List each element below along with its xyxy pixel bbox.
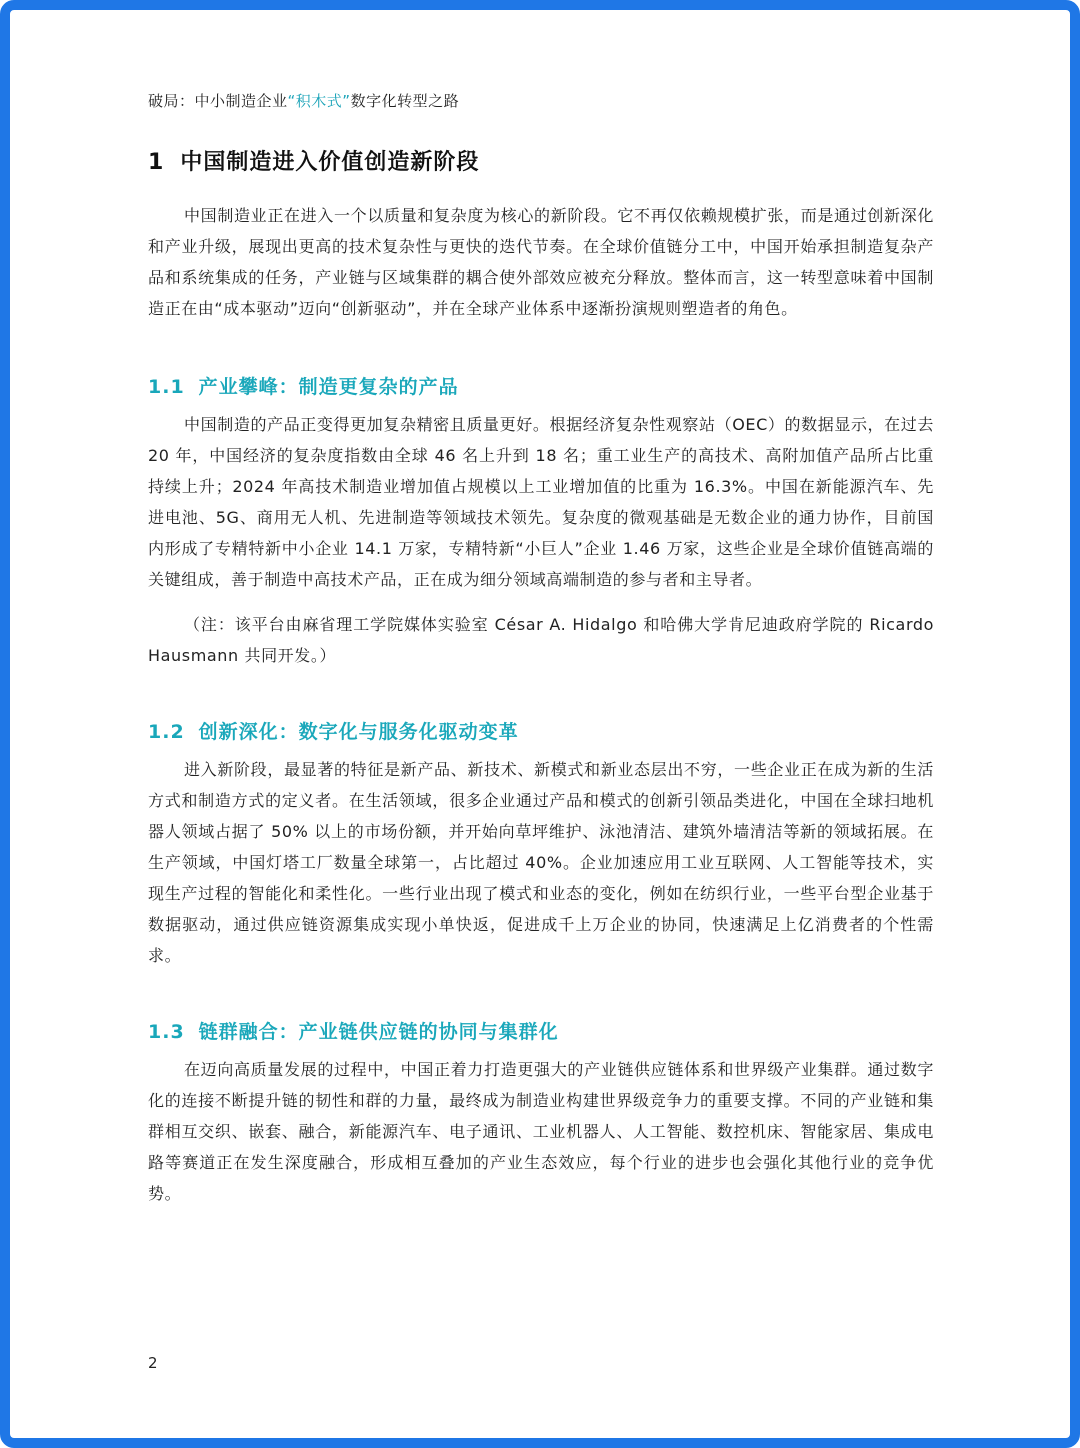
chapter-heading (148, 145, 934, 176)
header-prefix: 破局：中小制造企业 (148, 92, 288, 110)
section-1-1-paragraph: 中国制造的产品正变得更加复杂精密且质量更好。根据经济复杂性观察站（OEC）的数据显示，在过去 20 年，中国经济的复杂度指数由全球 46 名上升到 18 名；重工业生产的高技术、高附加值产品所占比重持续上升；2024 年高技术制造业增加值占规模以上工业增加值的比重为 16.3%。中国在新能源汽车、先进电池、5G、商用无人机、先进制造等领域技术领先。复杂度的微观基础是无数企业的通力协作，目前国内形成了专精特新中小企业 14.1 万家，专精特新“小巨人”企业 1.46 万家，这些企业是全球价值链高端的关键组成，善于制造中高技术产品，正在成为细分领域高端制造的参与者和主导者。 (148, 415, 934, 589)
running-header (148, 90, 459, 111)
section-title: 产业攀峰：制造更复杂的产品 (198, 376, 459, 398)
header-highlight: “积木式” (287, 92, 351, 110)
section-1-1-note: （注：该平台由麻省理工学院媒体实验室 César A. Hidalgo 和哈佛大学肯尼迪政府学院的 Ricardo Hausmann 共同开发。） (148, 615, 934, 665)
section-heading-1-2 (148, 717, 934, 744)
section-title: 创新深化：数字化与服务化驱动变革 (198, 721, 519, 743)
section-1-2-paragraph: 进入新阶段，最显著的特征是新产品、新技术、新模式和新业态层出不穷，一些企业正在成为新的生活方式和制造方式的定义者。在生活领域，很多企业通过产品和模式的创新引领品类进化，中国在全球扫地机器人领域占据了 50% 以上的市场份额，并开始向草坪维护、泳池清洁、建筑外墙清洁等新的领域拓展。在生产领域，中国灯塔工厂数量全球第一，占比超过 40%。企业加速应用工业互联网、人工智能等技术，实现生产过程的智能化和柔性化。一些行业出现了模式和业态的变化，例如在纺织行业，一些平台型企业基于数据驱动，通过供应链资源集成实现小单快返，促进成千上万企业的协同，快速满足上亿消费者的个性需求。 (148, 760, 934, 965)
section-number: 1.2 (148, 721, 185, 743)
section-title: 链群融合：产业链供应链的协同与集群化 (198, 1021, 559, 1043)
section-number: 1.1 (148, 376, 185, 398)
section-number: 1.3 (148, 1021, 185, 1043)
chapter-title: 中国制造进入价值创造新阶段 (180, 150, 480, 175)
page-number: 2 (148, 1354, 158, 1372)
section-heading-1-3 (148, 1017, 934, 1044)
section-heading-1-1 (148, 372, 934, 399)
chapter-intro-paragraph: 中国制造业正在进入一个以质量和复杂度为核心的新阶段。它不再仅依赖规模扩张，而是通过创新深化和产业升级，展现出更高的技术复杂性与更快的迭代节奏。在全球价值链分工中，中国开始承担制造复杂产品和系统集成的任务，产业链与区域集群的耦合使外部效应被充分释放。整体而言，这一转型意味着中国制造正在由“成本驱动”迈向“创新驱动”，并在全球产业体系中逐渐扮演规则塑造者的角色。 (148, 206, 934, 318)
chapter-number: 1 (148, 150, 165, 175)
main-content (148, 145, 934, 1209)
header-suffix: 数字化转型之路 (350, 92, 460, 110)
section-1-3-paragraph: 在迈向高质量发展的过程中，中国正着力打造更强大的产业链供应链体系和世界级产业集群。通过数字化的连接不断提升链的韧性和群的力量，最终成为制造业构建世界级竞争力的重要支撑。不同的产业链和集群相互交织、嵌套、融合，新能源汽车、电子通讯、工业机器人、人工智能、数控机床、智能家居、集成电路等赛道正在发生深度融合，形成相互叠加的产业生态效应，每个行业的进步也会强化其他行业的竞争优势。 (148, 1060, 934, 1203)
